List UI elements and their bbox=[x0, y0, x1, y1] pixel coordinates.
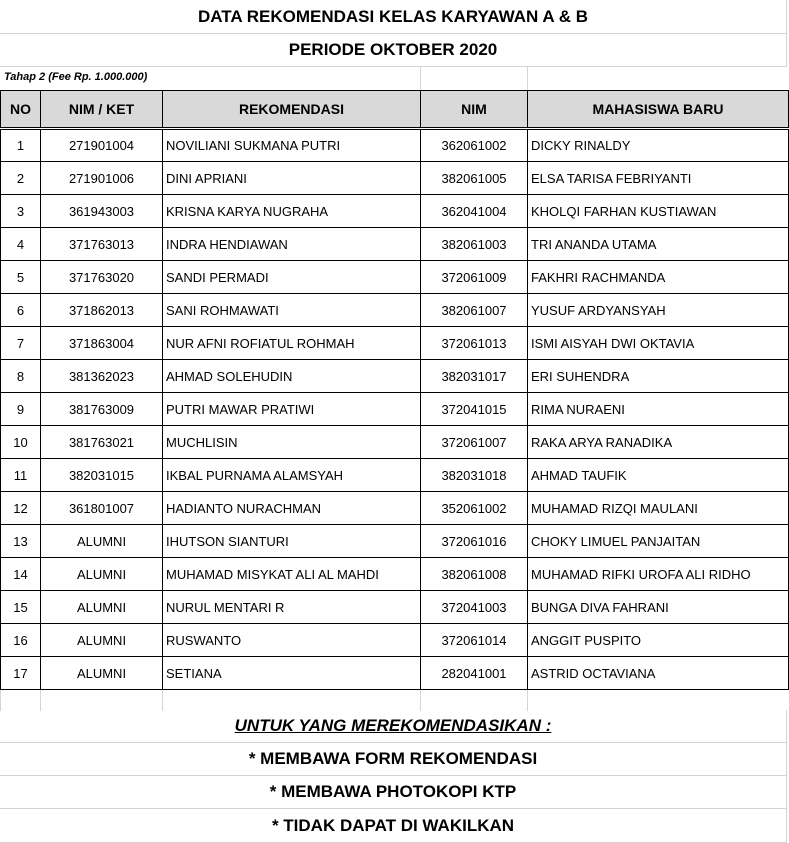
empty-cell bbox=[163, 690, 421, 711]
rekomendasi-name: RUSWANTO bbox=[163, 624, 421, 657]
rekomendasi-name: NURUL MENTARI R bbox=[163, 591, 421, 624]
mahasiswa-baru-name: FAKHRI RACHMANDA bbox=[528, 261, 789, 294]
mahasiswa-baru-name: YUSUF ARDYANSYAH bbox=[528, 294, 789, 327]
nim: 362061002 bbox=[421, 129, 528, 162]
row-number: 5 bbox=[1, 261, 41, 294]
mahasiswa-baru-name: ELSA TARISA FEBRIYANTI bbox=[528, 162, 789, 195]
rekomendasi-name: IHUTSON SIANTURI bbox=[163, 525, 421, 558]
nim: 372061007 bbox=[421, 426, 528, 459]
nim-ket: 271901006 bbox=[41, 162, 163, 195]
nim-ket: ALUMNI bbox=[41, 558, 163, 591]
stage-label: Tahap 2 (Fee Rp. 1.000.000) bbox=[4, 71, 148, 83]
empty-cell bbox=[41, 690, 163, 711]
row-number: 14 bbox=[1, 558, 41, 591]
nim: 382061003 bbox=[421, 228, 528, 261]
row-number: 2 bbox=[1, 162, 41, 195]
mahasiswa-baru-name: ASTRID OCTAVIANA bbox=[528, 657, 789, 690]
rekomendasi-name: PUTRI MAWAR PRATIWI bbox=[163, 393, 421, 426]
footer-heading bbox=[0, 710, 787, 743]
nim: 372061016 bbox=[421, 525, 528, 558]
mahasiswa-baru-name: KHOLQI FARHAN KUSTIAWAN bbox=[528, 195, 789, 228]
nim: 362041004 bbox=[421, 195, 528, 228]
rekomendasi-name: NOVILIANI SUKMANA PUTRI bbox=[163, 129, 421, 162]
nim: 382061008 bbox=[421, 558, 528, 591]
header-mahasiswa-baru: MAHASISWA BARU bbox=[528, 91, 789, 129]
row-number: 13 bbox=[1, 525, 41, 558]
mahasiswa-baru-name: DICKY RINALDY bbox=[528, 129, 789, 162]
nim: 382061007 bbox=[421, 294, 528, 327]
mahasiswa-baru-name: BUNGA DIVA FAHRANI bbox=[528, 591, 789, 624]
nim: 372061009 bbox=[421, 261, 528, 294]
recommendation-table bbox=[0, 90, 789, 711]
mahasiswa-baru-name: CHOKY LIMUEL PANJAITAN bbox=[528, 525, 789, 558]
nim-ket: 371863004 bbox=[41, 327, 163, 360]
header-nim: NIM bbox=[421, 91, 528, 129]
rekomendasi-name: KRISNA KARYA NUGRAHA bbox=[163, 195, 421, 228]
table-row bbox=[1, 195, 789, 228]
nim: 282041001 bbox=[421, 657, 528, 690]
mahasiswa-baru-name: ERI SUHENDRA bbox=[528, 360, 789, 393]
rekomendasi-name: HADIANTO NURACHMAN bbox=[163, 492, 421, 525]
rekomendasi-name: DINI APRIANI bbox=[163, 162, 421, 195]
mahasiswa-baru-name: MUHAMAD RIFKI UROFA ALI RIDHO bbox=[528, 558, 789, 591]
table-row bbox=[1, 393, 789, 426]
gridline bbox=[527, 67, 528, 90]
table-row bbox=[1, 492, 789, 525]
rekomendasi-name: INDRA HENDIAWAN bbox=[163, 228, 421, 261]
table-row bbox=[1, 525, 789, 558]
nim: 372061014 bbox=[421, 624, 528, 657]
rekomendasi-name: IKBAL PURNAMA ALAMSYAH bbox=[163, 459, 421, 492]
row-number: 17 bbox=[1, 657, 41, 690]
period-title bbox=[0, 34, 787, 67]
nim-ket: ALUMNI bbox=[41, 591, 163, 624]
title-text: DATA REKOMENDASI KELAS KARYAWAN A & B bbox=[197, 6, 589, 26]
nim-ket: ALUMNI bbox=[41, 624, 163, 657]
row-number: 7 bbox=[1, 327, 41, 360]
nim-ket: 271901004 bbox=[41, 129, 163, 162]
row-number: 8 bbox=[1, 360, 41, 393]
gridline bbox=[420, 67, 421, 90]
table-row bbox=[1, 426, 789, 459]
nim-ket: ALUMNI bbox=[41, 525, 163, 558]
footer-note bbox=[0, 809, 787, 843]
empty-cell bbox=[421, 690, 528, 711]
nim-ket: 371862013 bbox=[41, 294, 163, 327]
table-row bbox=[1, 558, 789, 591]
nim-ket: 361943003 bbox=[41, 195, 163, 228]
table-row bbox=[1, 162, 789, 195]
row-number: 6 bbox=[1, 294, 41, 327]
period-text: PERIODE OKTOBER 2020 bbox=[288, 40, 498, 59]
table-row bbox=[1, 261, 789, 294]
nim: 382061005 bbox=[421, 162, 528, 195]
table-row bbox=[1, 228, 789, 261]
nim-ket: 381362023 bbox=[41, 360, 163, 393]
nim: 372041015 bbox=[421, 393, 528, 426]
empty-cell bbox=[528, 690, 789, 711]
footer-note bbox=[0, 743, 787, 776]
header-nim-ket: NIM / KET bbox=[41, 91, 163, 129]
sheet-title bbox=[0, 0, 787, 34]
row-number: 1 bbox=[1, 129, 41, 162]
nim-ket: 371763013 bbox=[41, 228, 163, 261]
row-number: 16 bbox=[1, 624, 41, 657]
blank-row bbox=[1, 690, 789, 711]
table-row bbox=[1, 459, 789, 492]
rekomendasi-name: MUCHLISIN bbox=[163, 426, 421, 459]
table-row bbox=[1, 129, 789, 162]
row-number: 15 bbox=[1, 591, 41, 624]
table-row bbox=[1, 657, 789, 690]
mahasiswa-baru-name: RAKA ARYA RANADIKA bbox=[528, 426, 789, 459]
footer-note-text: * TIDAK DAPAT DI WAKILKAN bbox=[271, 815, 515, 835]
rekomendasi-name: NUR AFNI ROFIATUL ROHMAH bbox=[163, 327, 421, 360]
mahasiswa-baru-name: ISMI AISYAH DWI OKTAVIA bbox=[528, 327, 789, 360]
nim-ket: 381763009 bbox=[41, 393, 163, 426]
mahasiswa-baru-name: RIMA NURAENI bbox=[528, 393, 789, 426]
stage-row bbox=[0, 67, 787, 90]
rekomendasi-name: SANI ROHMAWATI bbox=[163, 294, 421, 327]
nim: 352061002 bbox=[421, 492, 528, 525]
rekomendasi-name: SETIANA bbox=[163, 657, 421, 690]
row-number: 9 bbox=[1, 393, 41, 426]
table-row bbox=[1, 591, 789, 624]
table-row bbox=[1, 294, 789, 327]
row-number: 3 bbox=[1, 195, 41, 228]
table-row bbox=[1, 624, 789, 657]
rekomendasi-name: AHMAD SOLEHUDIN bbox=[163, 360, 421, 393]
footer-note-text: * MEMBAWA PHOTOKOPI KTP bbox=[269, 782, 517, 801]
mahasiswa-baru-name: MUHAMAD RIZQI MAULANI bbox=[528, 492, 789, 525]
mahasiswa-baru-name: ANGGIT PUSPITO bbox=[528, 624, 789, 657]
footer-note-text: * MEMBAWA FORM REKOMENDASI bbox=[248, 749, 538, 768]
table-row bbox=[1, 360, 789, 393]
rekomendasi-name: SANDI PERMADI bbox=[163, 261, 421, 294]
nim: 372041003 bbox=[421, 591, 528, 624]
nim: 372061013 bbox=[421, 327, 528, 360]
nim: 382031018 bbox=[421, 459, 528, 492]
footer-heading-text: UNTUK YANG MEREKOMENDASIKAN : bbox=[234, 716, 552, 735]
table-row bbox=[1, 327, 789, 360]
header-no: NO bbox=[1, 91, 41, 129]
nim-ket: 382031015 bbox=[41, 459, 163, 492]
nim-ket: 371763020 bbox=[41, 261, 163, 294]
mahasiswa-baru-name: TRI ANANDA UTAMA bbox=[528, 228, 789, 261]
nim-ket: 381763021 bbox=[41, 426, 163, 459]
nim-ket: 361801007 bbox=[41, 492, 163, 525]
mahasiswa-baru-name: AHMAD TAUFIK bbox=[528, 459, 789, 492]
row-number: 12 bbox=[1, 492, 41, 525]
row-number: 10 bbox=[1, 426, 41, 459]
nim: 382031017 bbox=[421, 360, 528, 393]
empty-cell bbox=[1, 690, 41, 711]
row-number: 4 bbox=[1, 228, 41, 261]
rekomendasi-name: MUHAMAD MISYKAT ALI AL MAHDI bbox=[163, 558, 421, 591]
row-number: 11 bbox=[1, 459, 41, 492]
nim-ket: ALUMNI bbox=[41, 657, 163, 690]
footer-note bbox=[0, 776, 787, 809]
table-header-row bbox=[1, 91, 789, 129]
header-rekomendasi: REKOMENDASI bbox=[163, 91, 421, 129]
